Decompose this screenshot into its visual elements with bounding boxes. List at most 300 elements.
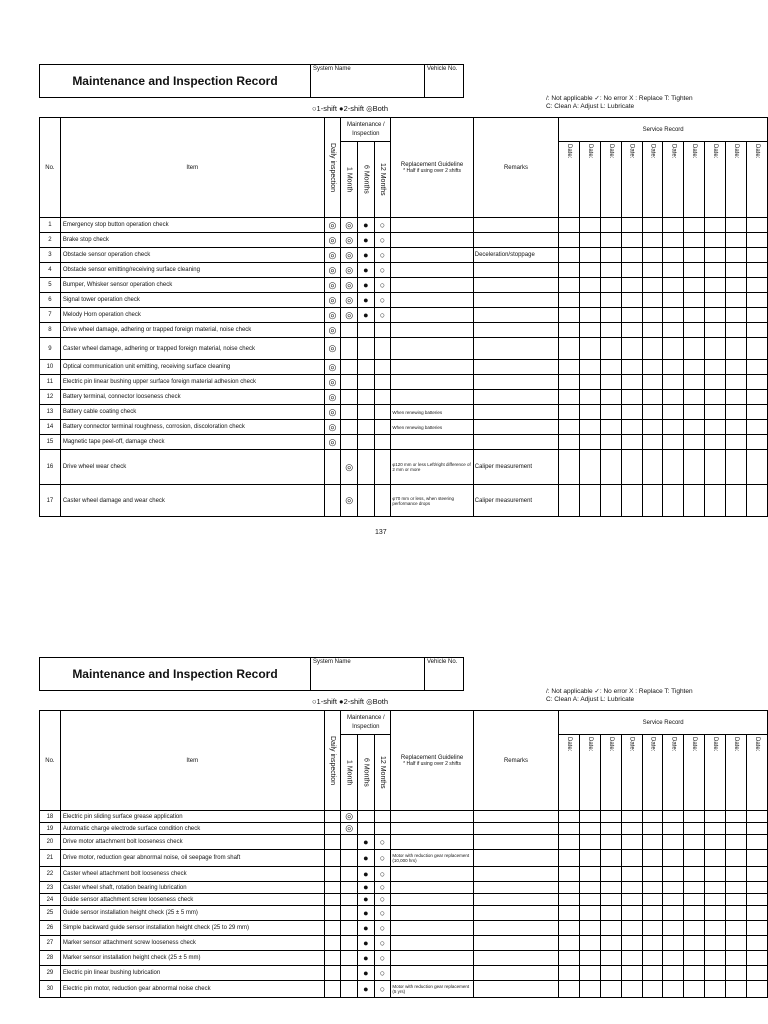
service-record-cell[interactable]: [663, 981, 684, 998]
service-record-cell[interactable]: [642, 278, 663, 293]
service-record-cell[interactable]: [600, 823, 621, 835]
service-record-cell[interactable]: [725, 263, 746, 278]
service-record-cell[interactable]: [642, 263, 663, 278]
service-record-cell[interactable]: [725, 435, 746, 450]
service-date-cell[interactable]: [580, 735, 601, 811]
service-record-cell[interactable]: [725, 906, 746, 921]
service-record-cell[interactable]: [600, 936, 621, 951]
service-record-cell[interactable]: [663, 850, 684, 867]
service-record-cell[interactable]: [600, 390, 621, 405]
service-record-cell[interactable]: [684, 811, 705, 823]
service-record-cell[interactable]: [684, 850, 705, 867]
service-record-cell[interactable]: [621, 263, 642, 278]
service-record-cell[interactable]: [621, 835, 642, 850]
service-record-cell[interactable]: [663, 921, 684, 936]
service-record-cell[interactable]: [621, 823, 642, 835]
service-record-cell[interactable]: [705, 278, 726, 293]
service-record-cell[interactable]: [705, 485, 726, 517]
service-record-cell[interactable]: [621, 850, 642, 867]
service-record-cell[interactable]: [600, 360, 621, 375]
service-record-cell[interactable]: [663, 450, 684, 485]
service-record-cell[interactable]: [705, 360, 726, 375]
service-record-cell[interactable]: [600, 420, 621, 435]
service-record-cell[interactable]: [684, 405, 705, 420]
service-record-cell[interactable]: [559, 936, 580, 951]
service-record-cell[interactable]: [621, 936, 642, 951]
service-record-cell[interactable]: [559, 248, 580, 263]
service-record-cell[interactable]: [580, 966, 601, 981]
service-record-cell[interactable]: [684, 981, 705, 998]
service-record-cell[interactable]: [559, 823, 580, 835]
service-record-cell[interactable]: [725, 835, 746, 850]
service-record-cell[interactable]: [725, 308, 746, 323]
service-record-cell[interactable]: [684, 435, 705, 450]
service-record-cell[interactable]: [580, 921, 601, 936]
service-record-cell[interactable]: [642, 823, 663, 835]
service-record-cell[interactable]: [746, 906, 767, 921]
service-record-cell[interactable]: [705, 248, 726, 263]
service-record-cell[interactable]: [559, 278, 580, 293]
vehicle-no-field[interactable]: Vehicle No.: [424, 658, 464, 690]
service-record-cell[interactable]: [580, 420, 601, 435]
service-record-cell[interactable]: [559, 233, 580, 248]
service-record-cell[interactable]: [559, 435, 580, 450]
service-record-cell[interactable]: [642, 405, 663, 420]
service-record-cell[interactable]: [684, 338, 705, 360]
service-record-cell[interactable]: [684, 921, 705, 936]
service-record-cell[interactable]: [705, 894, 726, 906]
service-date-cell[interactable]: [684, 735, 705, 811]
service-record-cell[interactable]: [600, 951, 621, 966]
service-record-cell[interactable]: [642, 485, 663, 517]
service-record-cell[interactable]: [580, 375, 601, 390]
service-record-cell[interactable]: [663, 420, 684, 435]
service-record-cell[interactable]: [725, 951, 746, 966]
service-record-cell[interactable]: [705, 882, 726, 894]
service-record-cell[interactable]: [746, 435, 767, 450]
service-record-cell[interactable]: [559, 485, 580, 517]
service-record-cell[interactable]: [663, 966, 684, 981]
service-record-cell[interactable]: [705, 850, 726, 867]
service-record-cell[interactable]: [684, 248, 705, 263]
service-record-cell[interactable]: [746, 835, 767, 850]
service-record-cell[interactable]: [621, 293, 642, 308]
service-record-cell[interactable]: [580, 405, 601, 420]
service-record-cell[interactable]: [663, 435, 684, 450]
service-record-cell[interactable]: [684, 323, 705, 338]
service-record-cell[interactable]: [600, 263, 621, 278]
service-record-cell[interactable]: [559, 882, 580, 894]
service-date-cell[interactable]: [621, 142, 642, 218]
service-record-cell[interactable]: [580, 951, 601, 966]
service-record-cell[interactable]: [559, 811, 580, 823]
service-record-cell[interactable]: [559, 308, 580, 323]
service-record-cell[interactable]: [600, 835, 621, 850]
service-record-cell[interactable]: [580, 435, 601, 450]
service-record-cell[interactable]: [705, 420, 726, 435]
service-record-cell[interactable]: [746, 338, 767, 360]
service-record-cell[interactable]: [705, 375, 726, 390]
service-record-cell[interactable]: [621, 420, 642, 435]
service-record-cell[interactable]: [705, 906, 726, 921]
service-record-cell[interactable]: [705, 323, 726, 338]
service-date-cell[interactable]: [559, 735, 580, 811]
service-record-cell[interactable]: [746, 936, 767, 951]
service-record-cell[interactable]: [746, 248, 767, 263]
service-record-cell[interactable]: [746, 894, 767, 906]
service-record-cell[interactable]: [642, 218, 663, 233]
service-record-cell[interactable]: [725, 811, 746, 823]
service-record-cell[interactable]: [580, 936, 601, 951]
service-record-cell[interactable]: [705, 263, 726, 278]
service-record-cell[interactable]: [705, 951, 726, 966]
service-record-cell[interactable]: [600, 906, 621, 921]
service-record-cell[interactable]: [580, 233, 601, 248]
service-record-cell[interactable]: [621, 323, 642, 338]
service-record-cell[interactable]: [663, 811, 684, 823]
service-record-cell[interactable]: [580, 867, 601, 882]
service-record-cell[interactable]: [746, 278, 767, 293]
service-record-cell[interactable]: [705, 390, 726, 405]
service-record-cell[interactable]: [642, 360, 663, 375]
service-record-cell[interactable]: [705, 233, 726, 248]
service-record-cell[interactable]: [663, 867, 684, 882]
service-record-cell[interactable]: [746, 867, 767, 882]
service-record-cell[interactable]: [663, 263, 684, 278]
service-record-cell[interactable]: [621, 435, 642, 450]
service-record-cell[interactable]: [580, 308, 601, 323]
service-record-cell[interactable]: [580, 248, 601, 263]
service-record-cell[interactable]: [642, 835, 663, 850]
service-date-cell[interactable]: [746, 142, 767, 218]
service-record-cell[interactable]: [621, 811, 642, 823]
service-record-cell[interactable]: [559, 375, 580, 390]
service-record-cell[interactable]: [725, 867, 746, 882]
service-record-cell[interactable]: [580, 981, 601, 998]
service-record-cell[interactable]: [746, 981, 767, 998]
service-record-cell[interactable]: [725, 218, 746, 233]
service-record-cell[interactable]: [621, 308, 642, 323]
service-date-cell[interactable]: [684, 142, 705, 218]
service-record-cell[interactable]: [746, 360, 767, 375]
service-record-cell[interactable]: [642, 308, 663, 323]
service-record-cell[interactable]: [642, 450, 663, 485]
service-record-cell[interactable]: [559, 981, 580, 998]
service-record-cell[interactable]: [621, 981, 642, 998]
service-record-cell[interactable]: [684, 218, 705, 233]
service-record-cell[interactable]: [746, 420, 767, 435]
service-record-cell[interactable]: [580, 450, 601, 485]
service-record-cell[interactable]: [559, 835, 580, 850]
service-record-cell[interactable]: [621, 338, 642, 360]
service-record-cell[interactable]: [725, 233, 746, 248]
service-record-cell[interactable]: [684, 894, 705, 906]
system-name-field[interactable]: System Name: [310, 658, 424, 690]
service-record-cell[interactable]: [725, 823, 746, 835]
service-record-cell[interactable]: [746, 390, 767, 405]
service-record-cell[interactable]: [684, 823, 705, 835]
service-record-cell[interactable]: [642, 390, 663, 405]
service-record-cell[interactable]: [642, 906, 663, 921]
service-record-cell[interactable]: [705, 405, 726, 420]
service-record-cell[interactable]: [559, 894, 580, 906]
service-record-cell[interactable]: [621, 906, 642, 921]
service-record-cell[interactable]: [663, 323, 684, 338]
service-record-cell[interactable]: [725, 850, 746, 867]
service-record-cell[interactable]: [746, 823, 767, 835]
service-record-cell[interactable]: [642, 323, 663, 338]
service-record-cell[interactable]: [621, 921, 642, 936]
service-record-cell[interactable]: [684, 390, 705, 405]
service-record-cell[interactable]: [621, 951, 642, 966]
service-record-cell[interactable]: [559, 850, 580, 867]
service-record-cell[interactable]: [746, 308, 767, 323]
service-record-cell[interactable]: [642, 981, 663, 998]
service-record-cell[interactable]: [705, 338, 726, 360]
service-record-cell[interactable]: [559, 360, 580, 375]
service-record-cell[interactable]: [559, 921, 580, 936]
service-record-cell[interactable]: [746, 966, 767, 981]
service-record-cell[interactable]: [725, 375, 746, 390]
service-record-cell[interactable]: [600, 966, 621, 981]
service-record-cell[interactable]: [600, 308, 621, 323]
service-record-cell[interactable]: [580, 218, 601, 233]
service-record-cell[interactable]: [559, 323, 580, 338]
service-record-cell[interactable]: [580, 811, 601, 823]
service-record-cell[interactable]: [580, 906, 601, 921]
service-record-cell[interactable]: [600, 248, 621, 263]
service-record-cell[interactable]: [725, 921, 746, 936]
service-record-cell[interactable]: [684, 882, 705, 894]
service-record-cell[interactable]: [600, 921, 621, 936]
service-record-cell[interactable]: [559, 263, 580, 278]
service-record-cell[interactable]: [684, 308, 705, 323]
service-record-cell[interactable]: [725, 882, 746, 894]
service-date-cell[interactable]: [663, 142, 684, 218]
service-record-cell[interactable]: [725, 450, 746, 485]
service-record-cell[interactable]: [705, 823, 726, 835]
service-record-cell[interactable]: [600, 323, 621, 338]
service-record-cell[interactable]: [580, 360, 601, 375]
service-record-cell[interactable]: [642, 338, 663, 360]
service-record-cell[interactable]: [621, 248, 642, 263]
service-record-cell[interactable]: [600, 375, 621, 390]
service-record-cell[interactable]: [559, 951, 580, 966]
service-record-cell[interactable]: [705, 218, 726, 233]
service-record-cell[interactable]: [746, 323, 767, 338]
service-record-cell[interactable]: [559, 906, 580, 921]
service-date-cell[interactable]: [725, 735, 746, 811]
service-record-cell[interactable]: [600, 278, 621, 293]
service-record-cell[interactable]: [725, 360, 746, 375]
service-record-cell[interactable]: [559, 293, 580, 308]
service-record-cell[interactable]: [746, 233, 767, 248]
service-record-cell[interactable]: [580, 823, 601, 835]
service-record-cell[interactable]: [580, 485, 601, 517]
service-record-cell[interactable]: [705, 308, 726, 323]
service-record-cell[interactable]: [580, 835, 601, 850]
service-record-cell[interactable]: [746, 811, 767, 823]
service-record-cell[interactable]: [705, 293, 726, 308]
service-record-cell[interactable]: [663, 218, 684, 233]
service-record-cell[interactable]: [684, 278, 705, 293]
service-record-cell[interactable]: [580, 390, 601, 405]
service-record-cell[interactable]: [580, 278, 601, 293]
service-record-cell[interactable]: [705, 936, 726, 951]
service-record-cell[interactable]: [663, 823, 684, 835]
service-record-cell[interactable]: [642, 420, 663, 435]
service-record-cell[interactable]: [663, 293, 684, 308]
service-record-cell[interactable]: [642, 867, 663, 882]
service-record-cell[interactable]: [580, 263, 601, 278]
service-record-cell[interactable]: [705, 435, 726, 450]
service-record-cell[interactable]: [746, 485, 767, 517]
service-record-cell[interactable]: [725, 248, 746, 263]
service-record-cell[interactable]: [559, 405, 580, 420]
service-record-cell[interactable]: [684, 360, 705, 375]
service-record-cell[interactable]: [663, 233, 684, 248]
service-record-cell[interactable]: [600, 293, 621, 308]
service-date-cell[interactable]: [642, 142, 663, 218]
service-record-cell[interactable]: [684, 263, 705, 278]
service-record-cell[interactable]: [746, 218, 767, 233]
service-record-cell[interactable]: [600, 894, 621, 906]
service-record-cell[interactable]: [725, 936, 746, 951]
service-record-cell[interactable]: [642, 951, 663, 966]
service-date-cell[interactable]: [600, 735, 621, 811]
service-record-cell[interactable]: [684, 375, 705, 390]
service-record-cell[interactable]: [580, 338, 601, 360]
service-record-cell[interactable]: [725, 420, 746, 435]
service-record-cell[interactable]: [642, 811, 663, 823]
service-record-cell[interactable]: [684, 420, 705, 435]
service-record-cell[interactable]: [621, 450, 642, 485]
service-record-cell[interactable]: [705, 450, 726, 485]
vehicle-no-field[interactable]: Vehicle No.: [424, 65, 464, 97]
service-record-cell[interactable]: [642, 936, 663, 951]
service-record-cell[interactable]: [600, 338, 621, 360]
service-record-cell[interactable]: [725, 278, 746, 293]
service-record-cell[interactable]: [684, 450, 705, 485]
service-date-cell[interactable]: [621, 735, 642, 811]
service-record-cell[interactable]: [580, 850, 601, 867]
service-date-cell[interactable]: [600, 142, 621, 218]
service-record-cell[interactable]: [705, 811, 726, 823]
service-date-cell[interactable]: [705, 735, 726, 811]
service-record-cell[interactable]: [684, 867, 705, 882]
service-record-cell[interactable]: [684, 293, 705, 308]
service-record-cell[interactable]: [642, 882, 663, 894]
service-date-cell[interactable]: [663, 735, 684, 811]
service-record-cell[interactable]: [705, 966, 726, 981]
service-record-cell[interactable]: [642, 375, 663, 390]
service-record-cell[interactable]: [559, 218, 580, 233]
service-record-cell[interactable]: [663, 278, 684, 293]
service-record-cell[interactable]: [642, 233, 663, 248]
service-record-cell[interactable]: [580, 293, 601, 308]
service-record-cell[interactable]: [621, 233, 642, 248]
service-record-cell[interactable]: [559, 390, 580, 405]
service-record-cell[interactable]: [600, 485, 621, 517]
service-record-cell[interactable]: [621, 278, 642, 293]
service-record-cell[interactable]: [663, 485, 684, 517]
service-record-cell[interactable]: [559, 867, 580, 882]
service-record-cell[interactable]: [663, 248, 684, 263]
service-record-cell[interactable]: [621, 867, 642, 882]
service-record-cell[interactable]: [663, 308, 684, 323]
service-record-cell[interactable]: [600, 981, 621, 998]
service-record-cell[interactable]: [684, 906, 705, 921]
service-record-cell[interactable]: [663, 936, 684, 951]
service-record-cell[interactable]: [621, 894, 642, 906]
service-record-cell[interactable]: [559, 966, 580, 981]
service-record-cell[interactable]: [684, 485, 705, 517]
service-record-cell[interactable]: [580, 882, 601, 894]
service-record-cell[interactable]: [580, 323, 601, 338]
service-record-cell[interactable]: [663, 882, 684, 894]
service-record-cell[interactable]: [684, 951, 705, 966]
service-record-cell[interactable]: [600, 405, 621, 420]
service-record-cell[interactable]: [663, 360, 684, 375]
service-record-cell[interactable]: [725, 485, 746, 517]
service-record-cell[interactable]: [600, 811, 621, 823]
service-record-cell[interactable]: [559, 338, 580, 360]
service-record-cell[interactable]: [621, 405, 642, 420]
service-record-cell[interactable]: [642, 894, 663, 906]
service-record-cell[interactable]: [725, 323, 746, 338]
service-date-cell[interactable]: [725, 142, 746, 218]
service-record-cell[interactable]: [705, 867, 726, 882]
service-record-cell[interactable]: [725, 338, 746, 360]
service-record-cell[interactable]: [621, 218, 642, 233]
service-record-cell[interactable]: [705, 921, 726, 936]
service-record-cell[interactable]: [600, 435, 621, 450]
service-record-cell[interactable]: [746, 405, 767, 420]
service-record-cell[interactable]: [642, 248, 663, 263]
service-record-cell[interactable]: [746, 293, 767, 308]
service-record-cell[interactable]: [663, 375, 684, 390]
service-record-cell[interactable]: [559, 450, 580, 485]
service-record-cell[interactable]: [642, 293, 663, 308]
service-record-cell[interactable]: [663, 338, 684, 360]
service-record-cell[interactable]: [746, 921, 767, 936]
service-record-cell[interactable]: [642, 850, 663, 867]
service-record-cell[interactable]: [600, 867, 621, 882]
service-record-cell[interactable]: [663, 835, 684, 850]
service-record-cell[interactable]: [621, 375, 642, 390]
service-record-cell[interactable]: [725, 390, 746, 405]
service-record-cell[interactable]: [642, 966, 663, 981]
service-record-cell[interactable]: [621, 390, 642, 405]
service-record-cell[interactable]: [725, 981, 746, 998]
service-record-cell[interactable]: [559, 420, 580, 435]
service-date-cell[interactable]: [746, 735, 767, 811]
service-record-cell[interactable]: [600, 218, 621, 233]
service-record-cell[interactable]: [621, 485, 642, 517]
service-record-cell[interactable]: [642, 921, 663, 936]
service-date-cell[interactable]: [705, 142, 726, 218]
service-record-cell[interactable]: [684, 835, 705, 850]
service-record-cell[interactable]: [725, 894, 746, 906]
service-record-cell[interactable]: [725, 293, 746, 308]
service-record-cell[interactable]: [725, 405, 746, 420]
service-record-cell[interactable]: [746, 450, 767, 485]
service-date-cell[interactable]: [580, 142, 601, 218]
service-record-cell[interactable]: [746, 850, 767, 867]
system-name-field[interactable]: System Name: [310, 65, 424, 97]
service-record-cell[interactable]: [600, 233, 621, 248]
service-record-cell[interactable]: [663, 894, 684, 906]
